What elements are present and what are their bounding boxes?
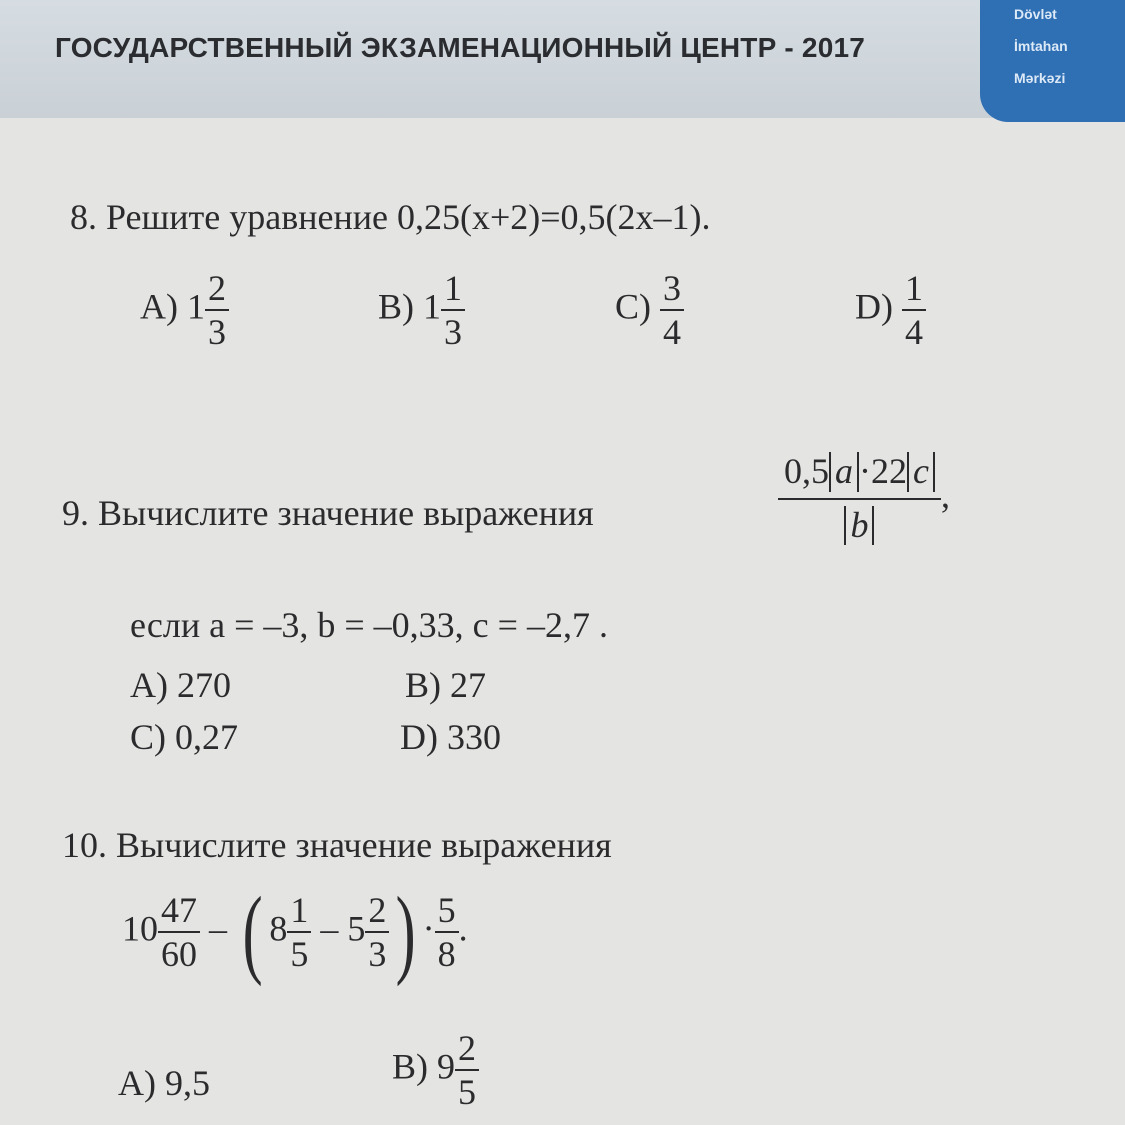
whole-part: 10 (122, 908, 158, 949)
exam-center-logo (980, 0, 1125, 122)
fraction-denominator: 4 (905, 312, 923, 352)
fraction-denominator: 8 (437, 934, 456, 974)
fraction-numerator: 2 (455, 1030, 479, 1071)
logo-line-3: Mərkəzi (1014, 70, 1066, 86)
fraction-numerator: 1 (441, 270, 465, 311)
q9-option-b: B) 27 (405, 665, 486, 705)
fraction (455, 1030, 479, 1110)
abs-b: b (844, 506, 874, 546)
q9-fraction (778, 452, 941, 545)
whole-part: 5 (347, 908, 366, 949)
q9-expression (778, 452, 950, 545)
q10-expression (122, 876, 468, 987)
q9-option-a: A) 270 (130, 665, 231, 705)
q9-numerator (778, 452, 941, 500)
fraction (287, 892, 311, 972)
fraction (158, 892, 200, 972)
period: . (458, 908, 468, 949)
q9-comma: , (940, 474, 950, 515)
fraction-denominator: 3 (208, 312, 226, 352)
fraction-denominator: 3 (444, 312, 462, 352)
q8-option-d-fraction (902, 270, 926, 350)
q8-option-c (615, 270, 684, 350)
abs-c: c (907, 452, 935, 492)
fraction-numerator: 2 (205, 270, 229, 311)
abs-a: a (829, 452, 859, 492)
q9-condition: если a = –3, b = –0,33, c = –2,7 . (130, 605, 608, 645)
q8-option-c-fraction (660, 270, 684, 350)
q8-option-d-label: D) (855, 286, 893, 327)
coefficient: 0,5 (784, 451, 829, 491)
fraction-numerator: 1 (287, 892, 311, 933)
fraction-denominator: 60 (161, 934, 197, 974)
multiply-dot: · (422, 908, 435, 949)
q8-option-a-whole: 1 (187, 286, 205, 327)
q10-option-b (392, 1030, 479, 1110)
q8-option-a-fraction (205, 270, 229, 350)
fraction-numerator: 3 (660, 270, 684, 311)
q8-option-b-fraction (441, 270, 465, 350)
minus-sign: – (209, 908, 227, 949)
right-paren: ) (395, 876, 416, 987)
q9-text: 9. Вычислите значение выражения (62, 493, 594, 533)
q8-text: 8. Решите уравнение 0,25(x+2)=0,5(2x–1). (70, 197, 711, 237)
fraction (435, 892, 459, 972)
q8-option-a (140, 270, 229, 350)
fraction-numerator: 5 (435, 892, 459, 933)
logo-line-2: İmtahan (1014, 38, 1068, 54)
minus-sign: – (320, 908, 339, 949)
whole-part: 8 (269, 908, 288, 949)
q8-option-b-label: B) (378, 286, 414, 327)
q8-option-b-whole: 1 (423, 286, 441, 327)
q8-option-d (855, 270, 926, 350)
fraction-numerator: 47 (158, 892, 200, 933)
q9-option-d: D) 330 (400, 717, 501, 757)
page-header (0, 0, 1125, 118)
q8-option-c-label: C) (615, 286, 651, 327)
header-title: ГОСУДАРСТВЕННЫЙ ЭКЗАМЕНАЦИОННЫЙ ЦЕНТР - 2017 (55, 32, 866, 63)
fraction-denominator: 4 (663, 312, 681, 352)
fraction-numerator: 2 (365, 892, 389, 933)
q8-option-b (378, 270, 465, 350)
fraction-denominator: 5 (290, 934, 309, 974)
fraction (365, 892, 389, 972)
q8-option-a-label: A) (140, 286, 178, 327)
q10-option-b-label: B) (392, 1046, 428, 1087)
fraction-denominator: 3 (368, 934, 387, 974)
q9-option-c: C) 0,27 (130, 717, 238, 757)
whole-part: 9 (437, 1046, 455, 1087)
logo-line-1: Dövlət (1014, 6, 1057, 22)
left-paren: ( (242, 876, 263, 987)
q10-option-a: A) 9,5 (118, 1063, 210, 1103)
multiplier: ·22 (859, 451, 907, 491)
fraction-numerator: 1 (902, 270, 926, 311)
fraction-denominator: 5 (458, 1072, 476, 1112)
q9-denominator (778, 500, 941, 546)
q10-text: 10. Вычислите значение выражения (62, 825, 612, 865)
